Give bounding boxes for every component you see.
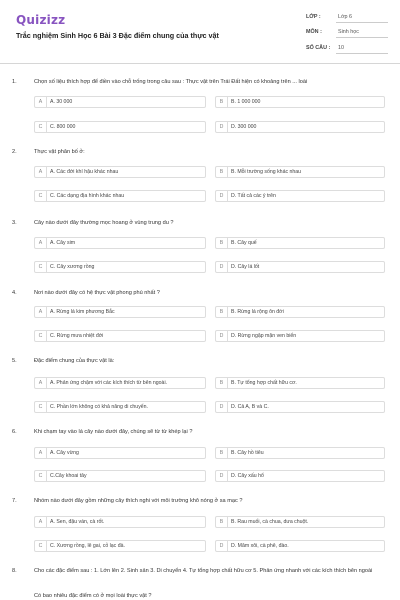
option-d[interactable] <box>215 401 385 413</box>
option-d[interactable] <box>215 121 385 133</box>
question-text: Thực vật phân bố ở: <box>34 149 85 155</box>
question-text: Nhóm nào dưới đây gồm những cây thích nghi với môi trường khô nóng ở sa mạc ? <box>34 498 243 504</box>
option-text: B. Cây quế <box>231 240 257 246</box>
option-text: C.Cây khoai tây <box>50 473 87 479</box>
option-text: B. Cây hồ tiêu <box>231 450 264 456</box>
option-letter: C <box>35 122 47 133</box>
option-a[interactable] <box>34 306 206 318</box>
option-letter: A <box>35 307 47 318</box>
question-number: 8. <box>12 568 17 574</box>
question-text: Khi chạm tay vào lá cây nào dưới đây, chúng sẽ từ từ khép lại ? <box>34 429 193 435</box>
option-text: B. Rau muối, cà chua, dưa chuột. <box>231 519 309 525</box>
option-letter: D <box>216 122 228 133</box>
question-number: 2. <box>12 149 17 155</box>
option-text: A. Các đới khí hậu khác nhau <box>50 169 119 175</box>
option-text: C. Rừng mưa nhiệt đới <box>50 333 104 339</box>
option-text: B. Tự tổng hợp chất hữu cơ. <box>231 380 297 386</box>
option-c[interactable] <box>34 470 206 482</box>
option-c[interactable] <box>34 330 206 342</box>
question-subtext: Có bao nhiêu đặc điểm có ở mọi loài thực vật ? <box>34 593 152 599</box>
option-d[interactable] <box>215 470 385 482</box>
worksheet-header <box>0 0 400 62</box>
option-letter: D <box>216 402 228 413</box>
option-a[interactable] <box>34 96 206 108</box>
question-text: Chọn số liệu thích hợp để điền vào chỗ trống trong câu sau : Thực vật trên Trái Đất hiện có khoảng trên ... loài <box>34 79 308 85</box>
option-c[interactable] <box>34 121 206 133</box>
option-letter: C <box>35 262 47 273</box>
meta-class-value: Lớp 6 <box>338 14 353 20</box>
question-number: 6. <box>12 429 17 435</box>
option-letter: D <box>216 331 228 342</box>
option-letter: C <box>35 402 47 413</box>
question-number: 5. <box>12 358 17 364</box>
option-b[interactable] <box>215 96 385 108</box>
option-c[interactable] <box>34 261 206 273</box>
option-text: B. 1 000 000 <box>231 99 261 105</box>
option-letter: D <box>216 541 228 552</box>
question-text: Cây nào dưới đây thường mọc hoang ở vùng trung du ? <box>34 220 174 226</box>
option-letter: C <box>35 471 47 482</box>
option-letter: A <box>35 167 47 178</box>
option-letter: A <box>35 238 47 249</box>
meta-underline <box>336 22 388 23</box>
option-b[interactable] <box>215 166 385 178</box>
question-number: 4. <box>12 290 17 296</box>
meta-class-label: LỚP : <box>306 14 321 20</box>
option-text: A. 30 000 <box>50 99 73 105</box>
meta-underline <box>336 53 388 54</box>
meta-count-value: 10 <box>338 45 344 51</box>
option-text: D. Cây xấu hổ <box>231 473 264 479</box>
option-letter: B <box>216 448 228 459</box>
option-text: D. 300 000 <box>231 124 257 130</box>
option-letter: B <box>216 517 228 528</box>
option-letter: D <box>216 262 228 273</box>
meta-subject-value: Sinh học <box>338 29 359 35</box>
option-letter: B <box>216 238 228 249</box>
option-text: D. Tất cả các ý trên <box>231 193 276 199</box>
option-c[interactable] <box>34 401 206 413</box>
option-letter: D <box>216 191 228 202</box>
option-text: B. Rừng lá rộng ôn đới <box>231 309 284 315</box>
option-text: A. Cây sim <box>50 240 76 246</box>
option-letter: A <box>35 378 47 389</box>
option-text: D. Cả A, B và C. <box>231 404 269 410</box>
option-c[interactable] <box>34 540 206 552</box>
option-text: D. Cây lá lốt <box>231 264 260 270</box>
option-a[interactable] <box>34 516 206 528</box>
option-letter: A <box>35 97 47 108</box>
question-text: Nơi nào dưới đây có hệ thực vật phong phú nhất ? <box>34 290 160 296</box>
option-a[interactable] <box>34 447 206 459</box>
option-b[interactable] <box>215 516 385 528</box>
option-text: D. Rừng ngập mặn ven biển <box>231 333 297 339</box>
option-text: C. Các dạng địa hình khác nhau <box>50 193 125 199</box>
option-d[interactable] <box>215 261 385 273</box>
option-text: D. Mâm xôi, cà phê, đào. <box>231 543 289 549</box>
option-d[interactable] <box>215 330 385 342</box>
option-b[interactable] <box>215 237 385 249</box>
option-d[interactable] <box>215 540 385 552</box>
option-text: C. Cây xương rồng <box>50 264 95 270</box>
option-text: C. Xương rồng, lê gai, cỏ lạc đà. <box>50 543 125 549</box>
option-letter: D <box>216 471 228 482</box>
question-number: 1. <box>12 79 17 85</box>
option-text: C. 800 000 <box>50 124 76 130</box>
option-text: A. Sen, đậu ván, cà rốt. <box>50 519 105 525</box>
option-letter: B <box>216 378 228 389</box>
option-text: A. Phản ứng chậm với các kích thích từ bên ngoài. <box>50 380 168 386</box>
option-letter: A <box>35 517 47 528</box>
option-letter: C <box>35 541 47 552</box>
option-letter: C <box>35 191 47 202</box>
option-text: C. Phần lớn không có khả năng di chuyển. <box>50 404 148 410</box>
meta-underline <box>336 37 388 38</box>
question-number: 3. <box>12 220 17 226</box>
option-b[interactable] <box>215 377 385 389</box>
option-b[interactable] <box>215 447 385 459</box>
option-a[interactable] <box>34 237 206 249</box>
meta-subject-label: MÔN : <box>306 29 322 35</box>
option-b[interactable] <box>215 306 385 318</box>
option-c[interactable] <box>34 190 206 202</box>
option-letter: B <box>216 307 228 318</box>
option-letter: B <box>216 167 228 178</box>
option-a[interactable] <box>34 166 206 178</box>
option-letter: A <box>35 448 47 459</box>
question-text: Cho các đặc điểm sau : 1. Lớn lên 2. Sinh sản 3. Di chuyển 4. Tự tổng hợp chất hữu cơ 5. Phản ứng nhanh với các kích thích bên ngoài <box>34 568 373 574</box>
option-a[interactable] <box>34 377 206 389</box>
option-letter: C <box>35 331 47 342</box>
option-text: A. Rừng lá kim phương Bắc <box>50 309 115 315</box>
option-d[interactable] <box>215 190 385 202</box>
option-letter: B <box>216 97 228 108</box>
meta-count-label: SỐ CÂU : <box>306 45 331 51</box>
header-divider <box>0 63 400 64</box>
option-text: B. Mỗi trường sống khác nhau <box>231 169 302 175</box>
option-text: A. Cây vừng <box>50 450 79 456</box>
question-number: 7. <box>12 498 17 504</box>
question-text: Đặc điểm chung của thực vật là: <box>34 358 115 364</box>
quizizz-logo: Quizizz <box>16 13 66 27</box>
page-title: Trắc nghiệm Sinh Học 6 Bài 3 Đặc điểm chung của thực vật <box>16 31 219 40</box>
